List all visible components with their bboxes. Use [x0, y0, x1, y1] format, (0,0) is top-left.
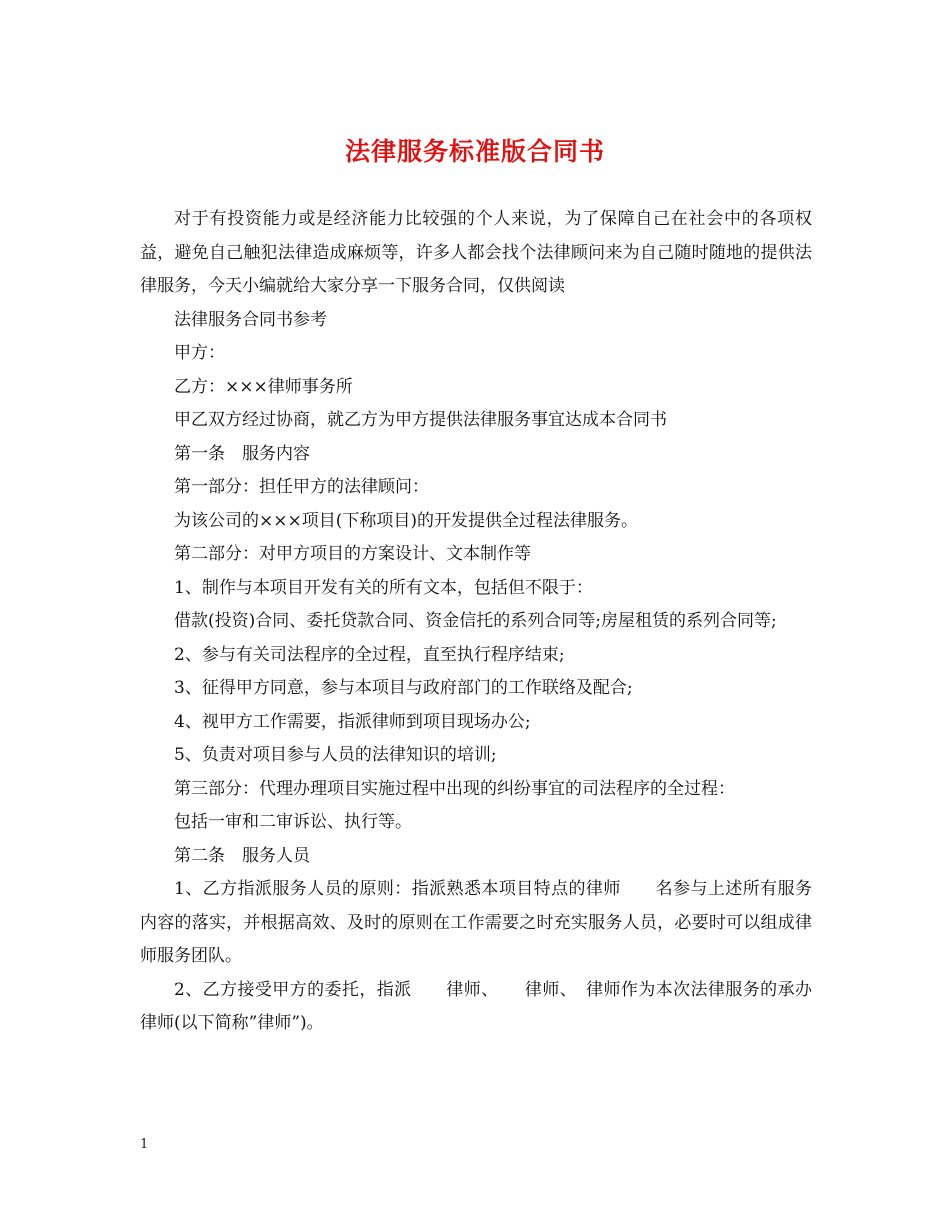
- article-heading: 第一条 服务内容: [174, 443, 310, 464]
- list-item: 1、乙方指派服务人员的原则：指派熟悉本项目特点的律师 名参与上述所有服务内容的落实，并根据高效、及时的原则在工作需要之时充实服务人员，必要时可以组成律师服务团队。: [140, 879, 812, 966]
- intro-paragraph: 对于有投资能力或是经济能力比较强的个人来说，为了保障自己在社会中的各项权益，避免自己触犯法律造成麻烦等，许多人都会找个法律顾问来为自己随时随地的提供法律服务，今天小编就给大家分享一下服务合同，仅供阅读: [140, 209, 812, 296]
- list-item: 2、参与有关司法程序的全过程，直至执行程序结束;: [174, 644, 565, 665]
- party-a-line: 甲方：: [174, 343, 225, 363]
- paragraph: 甲乙双方经过协商，就乙方为甲方提供法律服务事宜达成本合同书: [174, 410, 667, 430]
- list-item: 1、制作与本项目开发有关的所有文本，包括但不限于：: [174, 577, 593, 598]
- paragraph: 法律服务合同书参考: [174, 309, 327, 330]
- paragraph: 第一部分：担任甲方的法律顾问：: [174, 477, 429, 497]
- paragraph: 为该公司的×××项目(下称项目)的开发提供全过程法律服务。: [174, 510, 638, 531]
- paragraph: 包括一审和二审诉讼、执行等。: [174, 812, 412, 832]
- list-item: 4、视甲方工作需要，指派律师到项目现场办公;: [174, 711, 531, 732]
- party-b-line: 乙方：×××律师事务所: [174, 376, 353, 397]
- list-item: 2、乙方接受甲方的委托，指派 律师、 律师、 律师作为本次法律服务的承办律师(以下简称”律师”)。: [140, 979, 812, 1033]
- list-item: 5、负责对项目参与人员的法律知识的培训;: [174, 745, 497, 765]
- article-heading: 第二条 服务人员: [174, 845, 310, 866]
- paragraph: 借款(投资)合同、委托贷款合同、资金信托的系列合同等;房屋租赁的系列合同等;: [174, 611, 777, 631]
- document-body: [140, 203, 812, 1041]
- list-item: 3、征得甲方同意，参与本项目与政府部门的工作联络及配合;: [174, 678, 633, 698]
- page-number: 1: [140, 1137, 149, 1152]
- paragraph: 第三部分：代理办理项目实施过程中出现的纠纷事宜的司法程序的全过程：: [174, 778, 735, 799]
- paragraph: 第二部分：对甲方项目的方案设计、文本制作等: [174, 544, 531, 564]
- document-title: 法律服务标准版合同书: [344, 137, 605, 166]
